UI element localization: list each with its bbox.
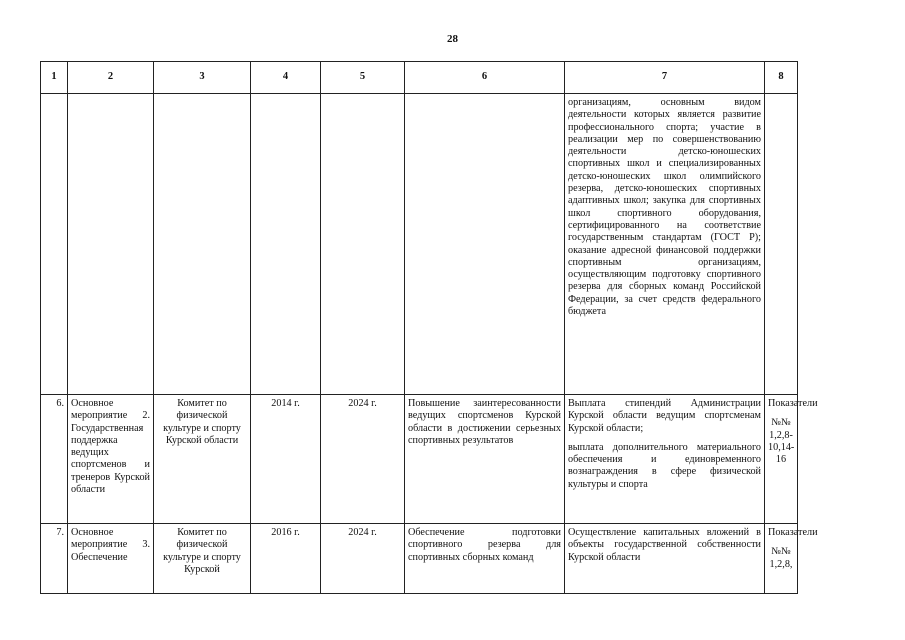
cell-start-year: 2016 г. [251, 524, 321, 594]
indicators-numbers: №№ 1,2,8, [769, 546, 793, 570]
header-row [41, 62, 798, 94]
cell-empty [251, 94, 321, 395]
header-col-3: 3 [154, 62, 251, 94]
page-number: 28 [447, 33, 458, 45]
header-col-7: 7 [565, 62, 765, 94]
table-row [41, 395, 798, 524]
directions-item: Осуществление капитальных вложений в объекты государственной собственности Курской области [568, 527, 761, 563]
header-col-5: 5 [321, 62, 405, 94]
cell-measure: Основное мероприятие 2. Государственная поддержка ведущих спортсменов и тренеров Курской области [68, 395, 154, 524]
cell-measure: Основное мероприятие 3. Обеспечение [68, 524, 154, 594]
table-row-continuation [41, 94, 798, 395]
cell-empty [68, 94, 154, 395]
header-col-4: 4 [251, 62, 321, 94]
cell-row-number: 7. [41, 524, 68, 594]
indicators-numbers: №№ 1,2,8-10,14-16 [768, 417, 795, 466]
cell-executor: Комитет по физической культуре и спорту Курской области [154, 395, 251, 524]
cell-directions-continuation: организациям, основным видом деятельности которых является развитие профессионального спорта; участие в реализации мер по совершенствованию деятельности детско-юношеских спортивных школ и специализированных детско-юношеских школ олимпийского резерва, детско-юношеских спортивных адаптивных школ; закупка для спортивных школ спортивного оборудования, сертифицированного на соответствие государственным стандартам (ГОСТ Р); оказание адресной финансовой поддержки спортивным организациям, осуществляющим подготовку спортивного резерва для сборных команд Российской Федерации, за счет средств федерального бюджета [565, 94, 765, 395]
cell-executor: Комитет по физической культуре и спорту Курской [154, 524, 251, 594]
cell-end-year: 2024 г. [321, 524, 405, 594]
cell-directions [565, 395, 765, 524]
cell-indicators [765, 524, 818, 594]
cell-expected-result: Обеспечение подготовки спортивного резерва для спортивных сборных команд [405, 524, 565, 594]
cell-expected-result: Повышение заинтересованности ведущих спортсменов Курской области в достижении серьезных спортивных результатов [405, 395, 565, 524]
cell-empty [405, 94, 565, 395]
cell-empty [321, 94, 405, 395]
header-col-1: 1 [41, 62, 68, 94]
cell-end-year: 2024 г. [321, 395, 405, 524]
directions-item: выплата дополнительного материального обеспечения и единовременного вознаграждения в сфере физической культуры и спорта [568, 441, 761, 490]
cell-indicators [765, 395, 818, 524]
directions-item: Выплата стипендий Администрации Курской области ведущим спортсменам Курской области; [568, 398, 761, 434]
cell-start-year: 2014 г. [251, 395, 321, 524]
header-col-8: 8 [765, 62, 798, 94]
indicators-label: Показатели [768, 398, 818, 409]
indicators-label: Показатели [768, 527, 818, 538]
table-row [41, 524, 798, 594]
cell-empty [154, 94, 251, 395]
cell-empty [765, 94, 798, 395]
cell-empty [41, 94, 68, 395]
header-col-6: 6 [405, 62, 565, 94]
program-table [40, 61, 818, 594]
cell-row-number: 6. [41, 395, 68, 524]
header-col-2: 2 [68, 62, 154, 94]
cell-directions [565, 524, 765, 594]
